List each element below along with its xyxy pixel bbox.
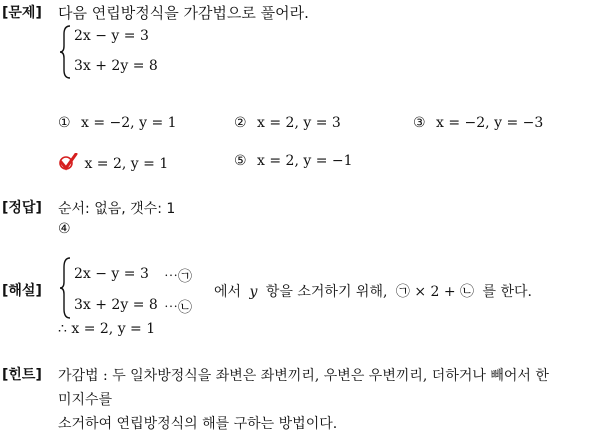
choice-1[interactable] xyxy=(58,115,177,131)
solution-operation: ㉠ × 2 + ㉡ xyxy=(395,284,475,300)
problem-text: 다음 연립방정식을 가감법으로 풀어라. xyxy=(58,4,309,22)
hint-line-1: 가감법 : 두 일차방정식을 좌변은 좌변끼리, 우변은 우변끼리, 더하거나 빼어서 한 xyxy=(58,368,549,384)
answer-value: ④ xyxy=(58,221,71,237)
choice-text: x = 2, y = 1 xyxy=(84,156,169,172)
solution-result: ∴ x = 2, y = 1 xyxy=(58,321,156,337)
problem-equation-1: 2x − y = 3 xyxy=(74,28,149,44)
choice-3[interactable] xyxy=(413,115,543,131)
problem-tag: [문제] xyxy=(2,5,42,21)
solution-label-2: ⋯㉡ xyxy=(164,300,192,316)
choice-number: ② xyxy=(234,115,247,131)
checkmark-icon xyxy=(58,153,78,171)
solution-label-1: ⋯㉠ xyxy=(164,269,192,285)
hint-tag: [힌트] xyxy=(2,367,42,383)
choice-text: x = 2, y = −1 xyxy=(257,153,353,169)
choice-number: ① xyxy=(58,115,71,131)
choice-2[interactable] xyxy=(234,115,341,131)
choice-number: ③ xyxy=(413,115,426,131)
problem-brace xyxy=(59,24,73,80)
hint-line-3: 소거하여 연립방정식의 해를 구하는 방법이다. xyxy=(58,416,338,432)
choice-text: x = 2, y = 3 xyxy=(257,115,341,131)
solution-text-pre: 에서 xyxy=(214,284,242,300)
solution-text-post: 항을 소거하기 위해, xyxy=(265,284,388,300)
solution-equation-1: 2x − y = 3 xyxy=(74,266,149,282)
choice-text: x = −2, y = −3 xyxy=(436,115,544,131)
choice-5[interactable] xyxy=(234,153,353,169)
hint-line-2: 미지수를 xyxy=(58,392,113,408)
solution-brace xyxy=(59,256,73,320)
solution-explanation xyxy=(214,281,532,301)
choice-text: x = −2, y = 1 xyxy=(81,115,177,131)
problem-equation-2: 3x + 2y = 8 xyxy=(74,58,158,74)
solution-equation-2: 3x + 2y = 8 xyxy=(74,297,158,313)
solution-text-end: 를 한다. xyxy=(482,284,532,300)
solution-tag: [해설] xyxy=(2,283,42,299)
answer-order-count: 순서: 없음, 갯수: 1 xyxy=(58,201,176,217)
solution-variable: y xyxy=(249,284,258,300)
choice-number: ⑤ xyxy=(234,153,247,169)
choice-4[interactable] xyxy=(58,153,168,172)
answer-tag: [정답] xyxy=(2,200,42,216)
